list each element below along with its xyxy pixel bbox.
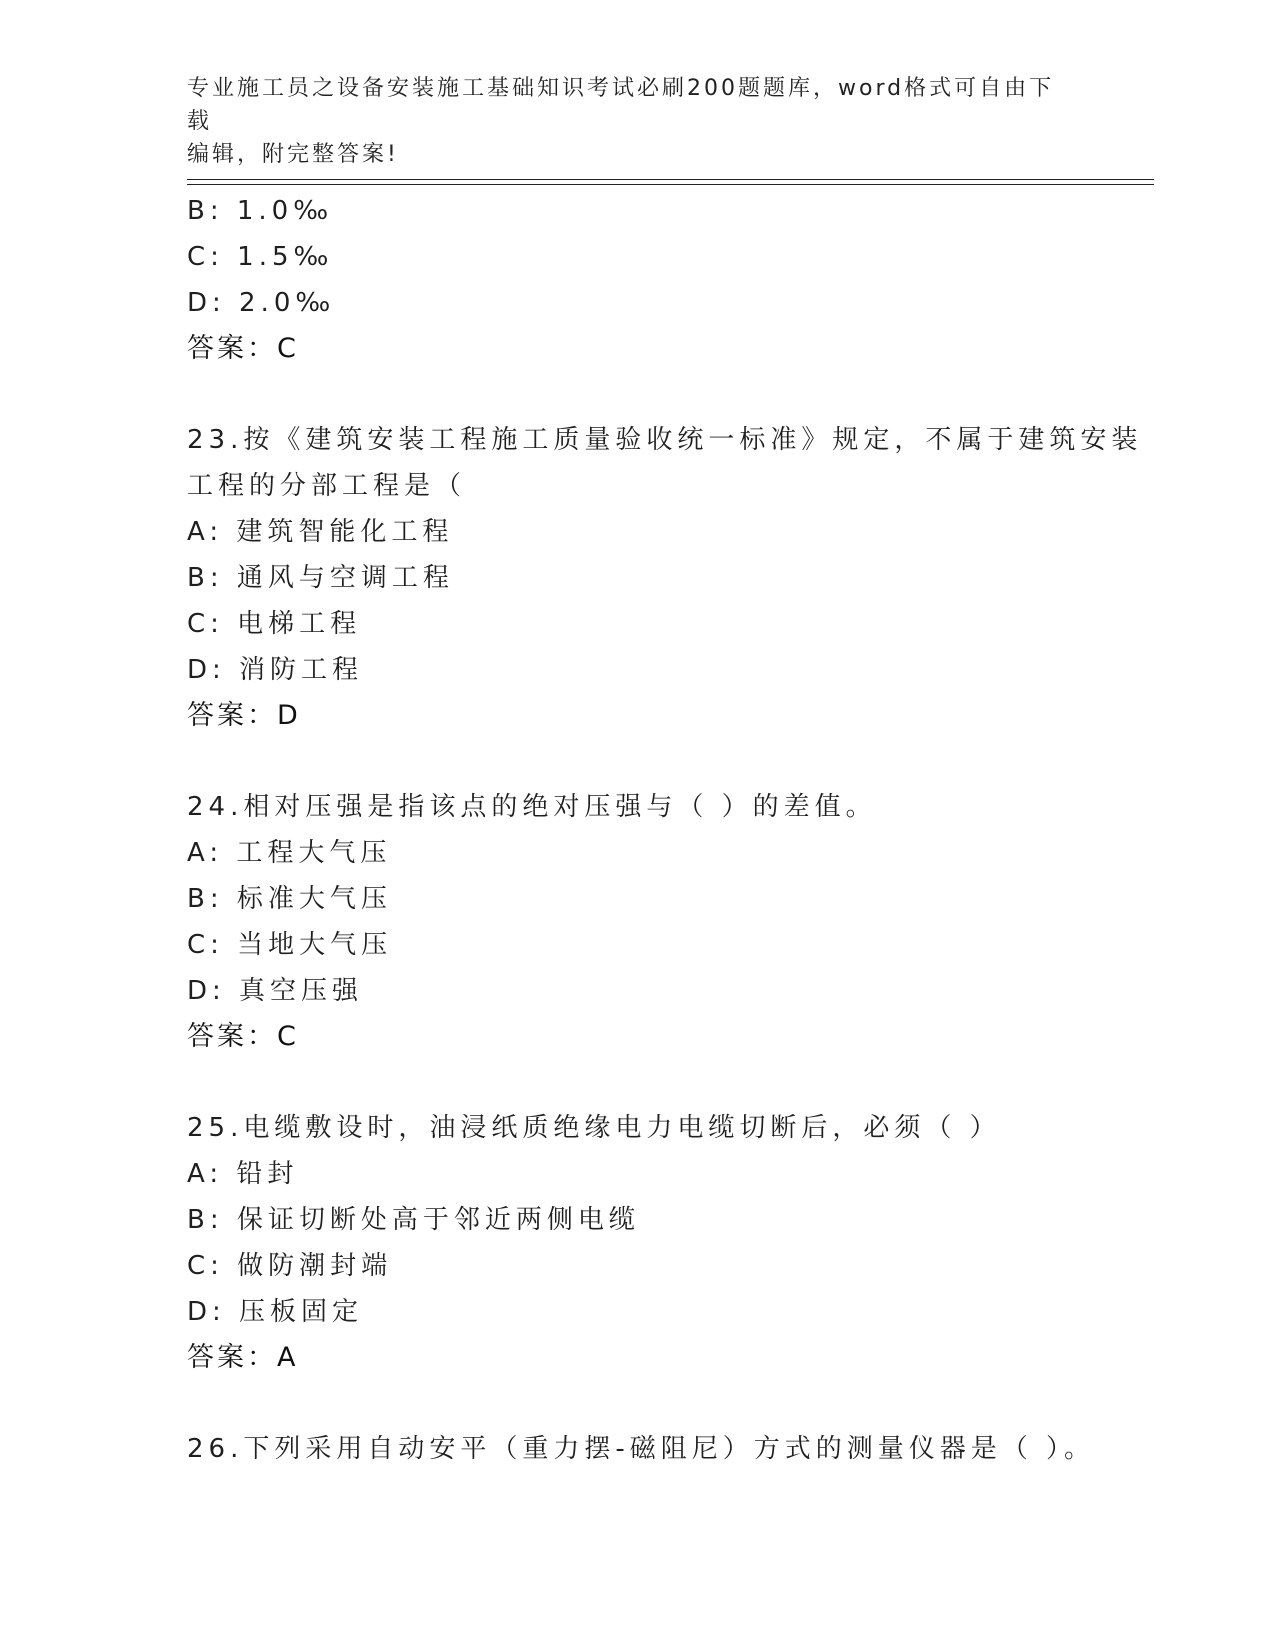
option-d: D: 2.0‰ <box>187 288 336 318</box>
header-title-line-1: 专业施工员之设备安装施工基础知识考试必刷200题题库，word格式可自由下载 <box>187 76 1055 134</box>
answer-label: 答案：A <box>187 1342 299 1373</box>
header-divider-top <box>187 179 1154 180</box>
answer-label: 答案：D <box>187 700 301 731</box>
option-a: A: 工程大气压 <box>187 838 392 868</box>
option-b: B: 标准大气压 <box>187 884 392 914</box>
question-26 <box>187 1426 1147 1472</box>
spacer <box>187 1381 1147 1426</box>
question-text-line: 24.相对压强是指该点的绝对压强与（ ）的差值。 <box>187 792 877 822</box>
option-d: D: 压板固定 <box>187 1297 364 1327</box>
option-c: C: 1.5‰ <box>187 242 334 272</box>
option-c: C: 做防潮封端 <box>187 1251 393 1281</box>
question-text-line: 25.电缆敷设时，油浸纸质绝缘电力电缆切断后，必须（ ） <box>187 1113 1001 1143</box>
spacer <box>187 1060 1147 1105</box>
question-text-line: 26.下列采用自动安平（重力摆-磁阻尼）方式的测量仪器是（ ）。 <box>187 1434 1095 1464</box>
question-23 <box>187 417 1147 739</box>
answer-label: 答案：C <box>187 1021 299 1052</box>
spacer <box>187 372 1147 417</box>
option-b: B: 保证切断处高于邻近两侧电缆 <box>187 1205 640 1235</box>
question-24 <box>187 784 1147 1060</box>
header-title-line-2: 编辑，附完整答案! <box>187 142 399 167</box>
option-b: B: 通风与空调工程 <box>187 563 454 593</box>
question-22-continued <box>187 188 1147 372</box>
answer-label: 答案：C <box>187 333 299 364</box>
option-d: D: 消防工程 <box>187 655 364 685</box>
question-text-line: 23.按《建筑安装工程施工质量验收统一标准》规定，不属于建筑安装 <box>187 425 1143 455</box>
question-list <box>187 188 1147 1472</box>
option-d: D: 真空压强 <box>187 976 364 1006</box>
option-b: B: 1.0‰ <box>187 196 334 226</box>
question-25 <box>187 1105 1147 1381</box>
option-a: A: 建筑智能化工程 <box>187 517 454 547</box>
question-text-line: 工程的分部工程是（ <box>187 471 467 501</box>
header-divider-bottom <box>187 184 1154 185</box>
option-c: C: 电梯工程 <box>187 609 362 639</box>
document-header <box>187 72 1067 171</box>
spacer <box>187 739 1147 784</box>
option-a: A: 铅封 <box>187 1159 299 1189</box>
option-c: C: 当地大气压 <box>187 930 393 960</box>
